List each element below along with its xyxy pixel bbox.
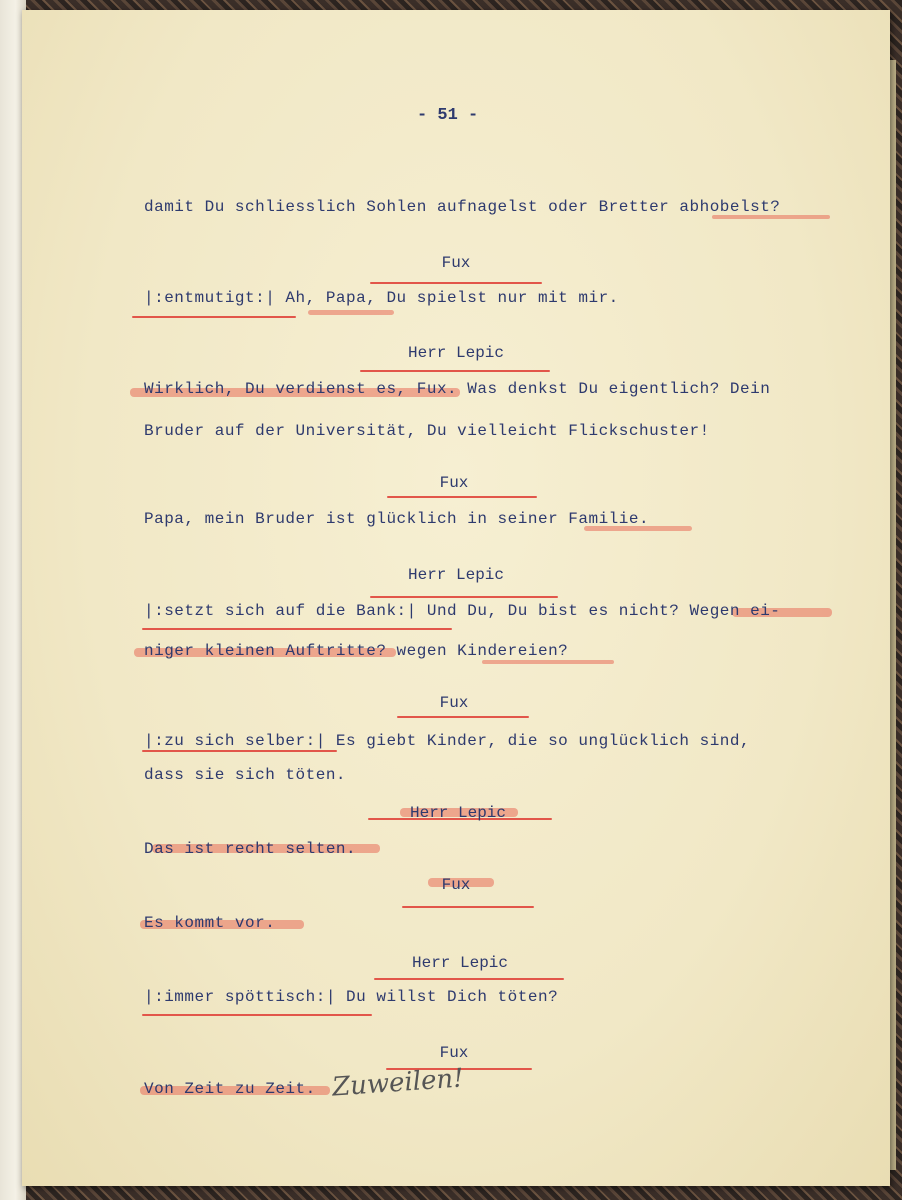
text-line-12: |:immer spöttisch:| Du willst Dich töten?: [144, 988, 559, 1006]
speaker-underline: [374, 978, 564, 980]
stage-direction-underline: [142, 750, 337, 752]
speaker-underline: [397, 716, 529, 718]
text-line-10: Das ist recht selten.: [144, 840, 357, 858]
text-line-8: |:zu sich selber:| Es giebt Kinder, die so unglücklich sind,: [144, 732, 751, 750]
speaker-underline: [370, 596, 558, 598]
document-page: [22, 10, 890, 1186]
speaker-lepic-4: Herr Lepic: [411, 954, 509, 972]
highlight: [482, 660, 614, 664]
text-line-4: Bruder auf der Universität, Du vielleicht Flickschuster!: [144, 422, 710, 440]
speaker-lepic-1: Herr Lepic: [407, 344, 505, 362]
text-line-9: dass sie sich töten.: [144, 766, 347, 784]
speaker-lepic-2: Herr Lepic: [407, 566, 505, 584]
text-line-6: |:setzt sich auf die Bank:| Und Du, Du bist es nicht? Wegen ei-: [144, 602, 781, 620]
text-line-3: Wirklich, Du verdienst es, Fux. Was denkst Du eigentlich? Dein: [144, 380, 771, 398]
speaker-fux-4: Fux: [441, 876, 471, 894]
text-line-1: damit Du schliesslich Sohlen aufnagelst oder Bretter abhobelst?: [144, 198, 781, 216]
stage-direction-underline: [142, 1014, 372, 1016]
text-line-7: niger kleinen Auftritte? wegen Kindereien?: [144, 642, 569, 660]
speaker-fux-3: Fux: [439, 694, 469, 712]
speaker-underline: [370, 282, 542, 284]
page-number: - 51 -: [417, 106, 479, 125]
speaker-underline: [387, 496, 537, 498]
speaker-fux-5: Fux: [439, 1044, 469, 1062]
stage-direction-underline: [142, 628, 452, 630]
speaker-underline: [402, 906, 534, 908]
highlight: [308, 310, 394, 315]
text-line-2: |:entmutigt:| Ah, Papa, Du spielst nur mit mir.: [144, 289, 619, 307]
text-line-13: Von Zeit zu Zeit.: [144, 1080, 316, 1098]
text-line-5: Papa, mein Bruder ist glücklich in seiner Familie.: [144, 510, 650, 528]
text-line-11: Es kommt vor.: [144, 914, 276, 932]
speaker-fux-2: Fux: [439, 474, 469, 492]
handwritten-note: Zuweilen!: [331, 1063, 465, 1103]
stage-direction-underline: [132, 316, 296, 318]
speaker-fux-1: Fux: [441, 254, 471, 272]
speaker-underline: [360, 370, 550, 372]
speaker-lepic-3: Herr Lepic: [409, 804, 507, 822]
